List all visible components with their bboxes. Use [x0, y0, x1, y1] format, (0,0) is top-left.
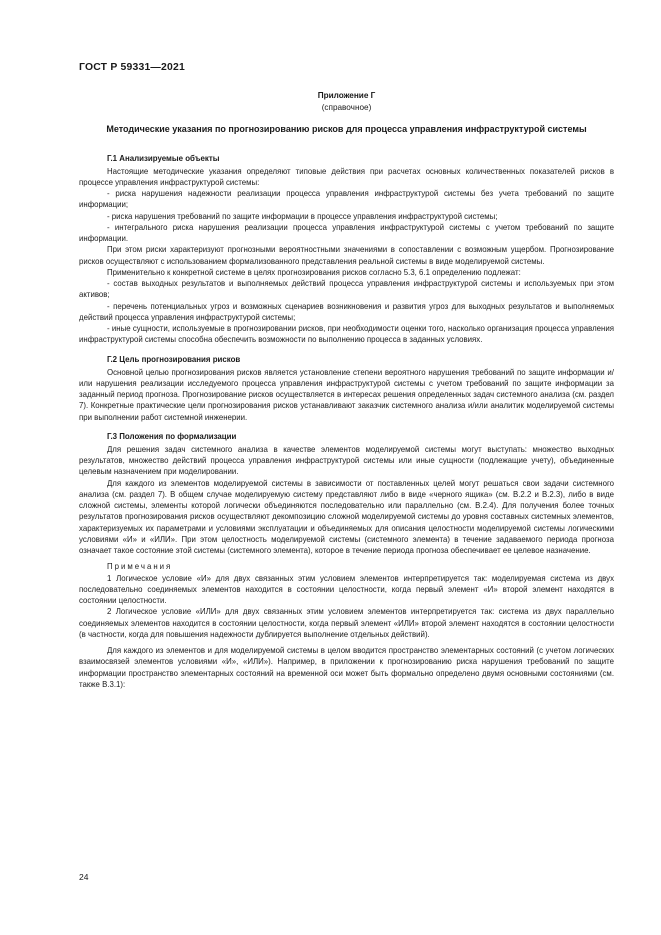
note-item: 1 Логическое условие «И» для двух связанных этим условием элементов интерпретируется так: моделируемая система из двух последовательно соединяемых элементов находится в состоянии целостности, когда первый элемент «И» второй элемент находятся в состоянии целостности. [79, 573, 614, 605]
notes-heading: Примечания [107, 562, 173, 572]
section-heading-g2: Г.2 Цель прогнозирования рисков [107, 354, 241, 364]
document-header: ГОСТ Р 59331—2021 [79, 62, 185, 73]
list-item: - риска нарушения надежности реализации процесса управления инфраструктурой системы без учета требований по защите информации; [79, 189, 614, 210]
page-content [79, 90, 614, 690]
section-heading-g3: Г.3 Положения по формализации [107, 431, 237, 441]
list-item: - интегрального риска нарушения реализации процесса управления инфраструктурой системы с учетом требований по защите информации. [79, 222, 614, 243]
paragraph: Применительно к конкретной системе в целях прогнозирования рисков согласно 5.3, 6.1 определению подлежат: [107, 267, 521, 277]
list-item: - перечень потенциальных угроз и возможных сценариев возникновения и развития угроз для выходных результатов и выполняемых действий процесса управления инфраструктурой системы; [79, 301, 614, 322]
appendix-subtitle: (справочное) [321, 102, 372, 112]
list-item: - риска нарушения требований по защите информации в процессе управления инфраструктурой системы; [107, 211, 498, 221]
list-item: - состав выходных результатов и выполняемых действий процесса управления инфраструктурой системы и используемых при этом активов; [79, 279, 614, 300]
paragraph: Основной целью прогнозирования рисков является установление степени вероятного нарушения требований по защите информации и/или нарушения реализации исследуемого процесса управления инфраструктурой системы с учетом требований по защите информации за заданный период прогноза. Прогнозирование рисков осуществляется в интересах решения определенных задач системного анализа (см. раздел 7). Конкретные практические цели прогнозирования рисков устанавливают заказчик системного анализа и/или аналитик моделируемой системы при выполнении работ системной инженерии. [79, 367, 614, 422]
main-title: Методические указания по прогнозированию рисков для процесса управления инфраструктурой системы [106, 124, 587, 134]
appendix-title: Приложение Г [317, 91, 376, 100]
page-number: 24 [79, 872, 89, 882]
paragraph: Для решения задач системного анализа в качестве элементов моделируемой системы могут выступать: множество выходных результатов, множество действий процесса управления инфраструктурой системы или иные сущности (подлежащие учету), объединенные целевым назначением при моделировании. [79, 444, 614, 477]
note-item: 2 Логическое условие «ИЛИ» для двух связанных этим условием элементов интерпретируется так: система из двух параллельно соединяемых элементов находится в состоянии целостности, когда первый элемент «ИЛИ» второй элемент находятся в состоянии целостности (в частности, когда для повышения надежности дублируется выполнение отдельных действий). [79, 607, 614, 639]
paragraph: Для каждого из элементов и для моделируемой системы в целом вводится пространство элементарных состояний (с учетом логических взаимосвязей элементов условиями «И», «ИЛИ»). Например, в приложении к прогнозированию риска нарушения требований по защите информации пространство элементарных состояний на временной оси может быть формально определено двумя основными состояниями (см. также В.3.1): [79, 646, 614, 689]
list-item: - иные сущности, используемые в прогнозировании рисков, при необходимости оценки того, насколько организация процесса управления инфраструктурой системы способна обеспечить возможности по выполнению процесса в заданных условиях. [79, 324, 614, 345]
paragraph: Настоящие методические указания определяют типовые действия при расчетах основных количественных показателей рисков в процессе управления инфраструктурой системы: [79, 166, 614, 187]
paragraph: При этом риски характеризуют прогнозными вероятностными значениями в сопоставлении с возможным ущербом. Прогнозирование рисков осуществляют с использованием формализованного представления реальной системы в виде моделируемой системы. [79, 245, 614, 266]
paragraph: Для каждого из элементов моделируемой системы в зависимости от поставленных целей могут решаться свои задачи системного анализа (см. раздел 7). В общем случае моделируемую систему представляют либо в виде «черного ящика» (см. В.2.2 и В.2.3), либо в виде сложной системы, элементы которой логически объединяются последовательно или параллельно (см. В.2.4). Для получения более точных результатов прогнозирования рисков осуществляют декомпозицию сложной моделируемой системы до уровня составных системных элементов, характеризуемых их параметрами и условиями эксплуатации и объединяемых для описания целостности моделируемой системы логическими условиями «И» и «ИЛИ». При этом целостность моделируемой системы (системного элемента) в течение задаваемого периода прогноза означает такое состояние этой системы (системного элемента), которое в течение периода прогноза обеспечивает ее целевое назначение. [79, 478, 614, 555]
section-heading-g1: Г.1 Анализируемые объекты [107, 153, 220, 163]
